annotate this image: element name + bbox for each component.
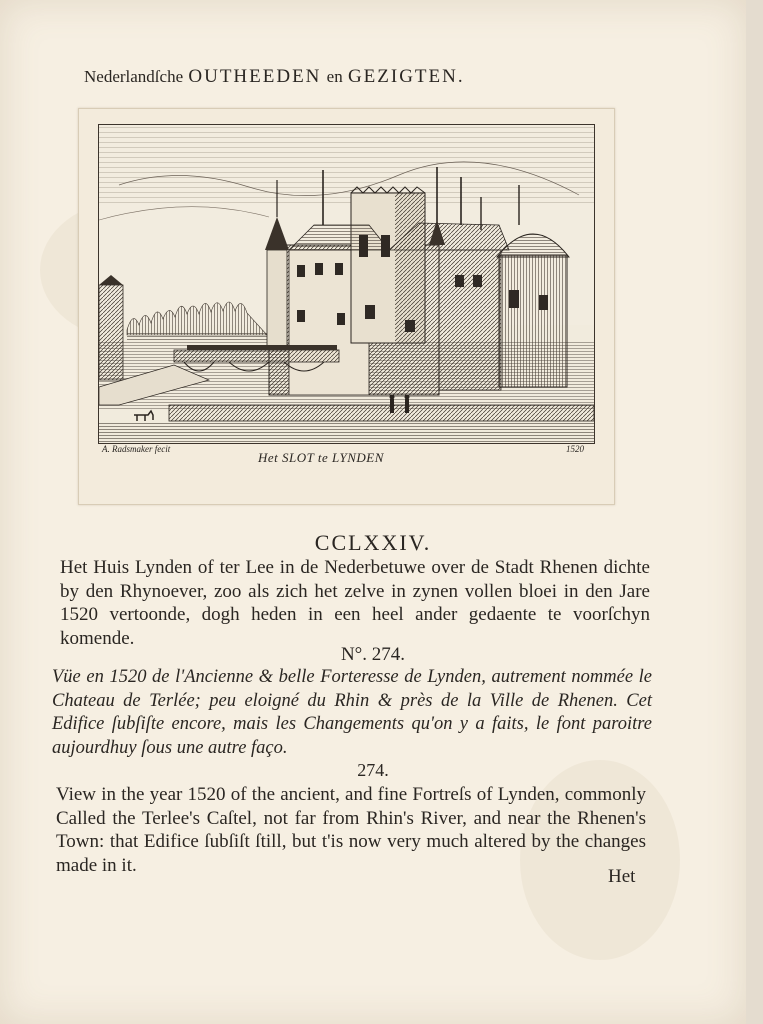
header-word: OUTHEEDEN	[188, 66, 322, 87]
french-description: Vüe en 1520 de l'Ancienne & belle Forteresse de Lynden, autrement nommée le Chateau de Terlée; peu eloigné du Rhin & près de la Ville de Rhenen. Cet Edifice ſubſiſte encore, mais les Changements qu'on y a faits, le font paroitre aujourdhuy ſous une autre faço.	[52, 667, 652, 758]
plate-year: 1520	[566, 444, 584, 454]
page-edge	[746, 0, 763, 1024]
catchword: Het	[608, 866, 636, 887]
entry-numeral: CCLXXIV.	[314, 530, 432, 555]
book-header	[84, 66, 604, 88]
header-word: en	[326, 67, 343, 86]
english-description: View in the year 1520 of the ancient, and fine Fortreſs of Lynden, commonly Called the Terlee's Caſtel, not far from Rhin's River, and near the Rhenen's Town: that Edifice ſubſiſt ſtill, but t'is now very much altered by the changes made in it.	[56, 784, 646, 876]
entry-number: 274.	[357, 760, 389, 780]
header-word: GEZIGTEN.	[347, 66, 465, 87]
castle-engraving	[98, 124, 595, 444]
engraver-credit: A. Radsmaker fecit	[102, 444, 171, 454]
entry-number-label: N°. 274.	[340, 644, 406, 665]
header-word: Nederlandſche	[84, 67, 184, 86]
plate-title: Het SLOT te LYNDEN	[258, 450, 384, 465]
dutch-description: Het Huis Lynden of ter Lee in de Nederbetuwe over de Stadt Rhenen dichte by den Rhynoever, zoo als zich het zelve in zynen vollen bloei in den Jare 1520 vertoonde, dogh heden in een heel ander gedaente te voorſchyn komende.	[60, 557, 650, 649]
castle-engraving-image	[99, 125, 594, 443]
